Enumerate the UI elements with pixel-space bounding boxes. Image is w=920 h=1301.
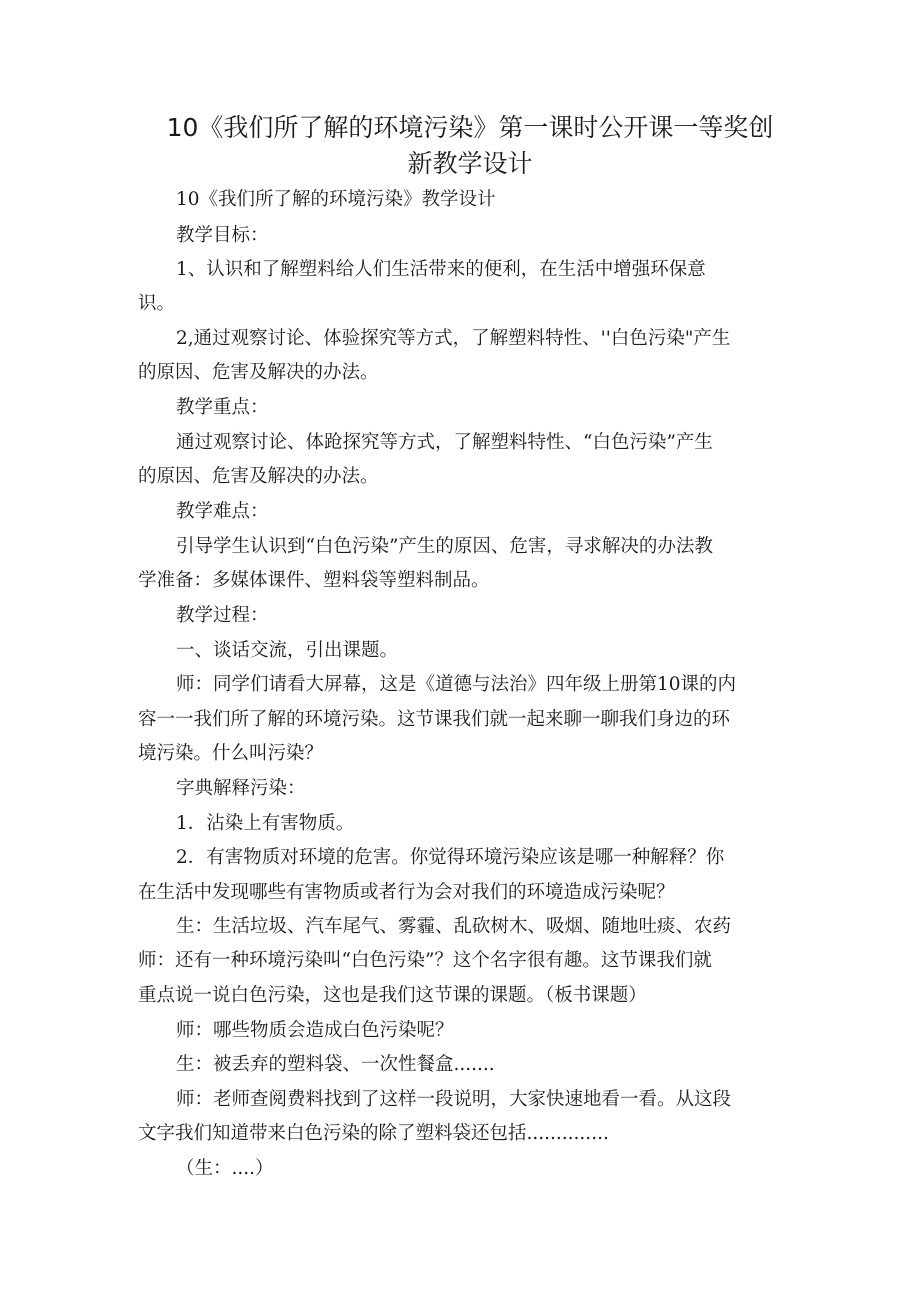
paragraph-line: 生：被丢弃的塑料袋、一次性餐盒....... — [176, 1054, 495, 1075]
paragraph-line: 容一一我们所了解的环境污染。这节课我们就一起来聊一聊我们身边的环 — [138, 709, 731, 730]
paragraph-line: 1、认识和了解塑料给人们生活带来的便利，在生活中增强环保意 — [176, 259, 706, 280]
paragraph-line: 一、谈话交流，引出课题。 — [176, 640, 399, 661]
paragraph-line: 通过观察讨论、体跄探究等方式，了解塑料特性、“白色污染”产生 — [176, 432, 713, 453]
paragraph-line: 重点说一说白色污染，这也是我们这节课的课题。（板书课题） — [138, 985, 647, 1006]
paragraph-line: 学准备：多媒体课件、塑料袋等塑料制品。 — [138, 570, 490, 591]
paragraph-line: 1．沾染上有害物质。 — [176, 813, 355, 834]
section-heading-key-points: 教学重点： — [176, 397, 269, 418]
paragraph-line: 识。 — [138, 293, 176, 314]
paragraph-line: 字典解释污染： — [176, 778, 306, 799]
document-title-line-1: 10《我们所了解的环境污染》第一课时公开课一等奖创 — [166, 113, 774, 142]
paragraph-line: （生：....） — [176, 1158, 274, 1179]
paragraph-line: 境污染。什么叫污染？ — [138, 743, 324, 764]
section-heading-process: 教学过程： — [176, 605, 269, 626]
paragraph-line: 师：同学们请看大屏幕，这是《道德与法治》四年级上册第10课的内 — [176, 674, 737, 695]
paragraph-line: 2．有害物质对环境的危害。你觉得环境污染应该是哪一种解释？你 — [176, 847, 725, 868]
paragraph-line: 引导学生认识到“白色污染”产生的原因、危害，寻求解决的办法教 — [176, 536, 713, 557]
subtitle: 10《我们所了解的环境污染》教学设计 — [176, 189, 496, 210]
paragraph-line: 的原因、危害及解决的办法。 — [138, 362, 379, 383]
paragraph-line: 文字我们知道带来白色污染的除了塑料袋还包括.............. — [138, 1123, 609, 1144]
paragraph-line: 的原因、危害及解决的办法。 — [138, 466, 379, 487]
paragraph-line: 师：还有一种环境污染叫“白色污染”？这个名字很有趣。这节课我们就 — [138, 950, 712, 971]
paragraph-line: 在生活中发现哪些有害物质或者行为会对我们的环境造成污染呢？ — [138, 882, 675, 903]
section-heading-objectives: 教学目标： — [176, 225, 269, 246]
paragraph-line: 2,通过观察讨论、体验探究等方式，了解塑料特性、''白色污染"产生 — [176, 328, 731, 349]
document-title-line-2: 新教学设计 — [407, 149, 533, 178]
paragraph-line: 生：生活垃圾、汽车尾气、雾霾、乱砍树木、吸烟、随地吐痰、农药 — [176, 916, 732, 937]
section-heading-difficulties: 教学难点： — [176, 501, 269, 522]
paragraph-line: 师：老师查阅费料找到了这样一段说明，大家快速地看一看。从这段 — [176, 1089, 732, 1110]
paragraph-line: 师：哪些物质会造成白色污染呢？ — [176, 1020, 454, 1041]
